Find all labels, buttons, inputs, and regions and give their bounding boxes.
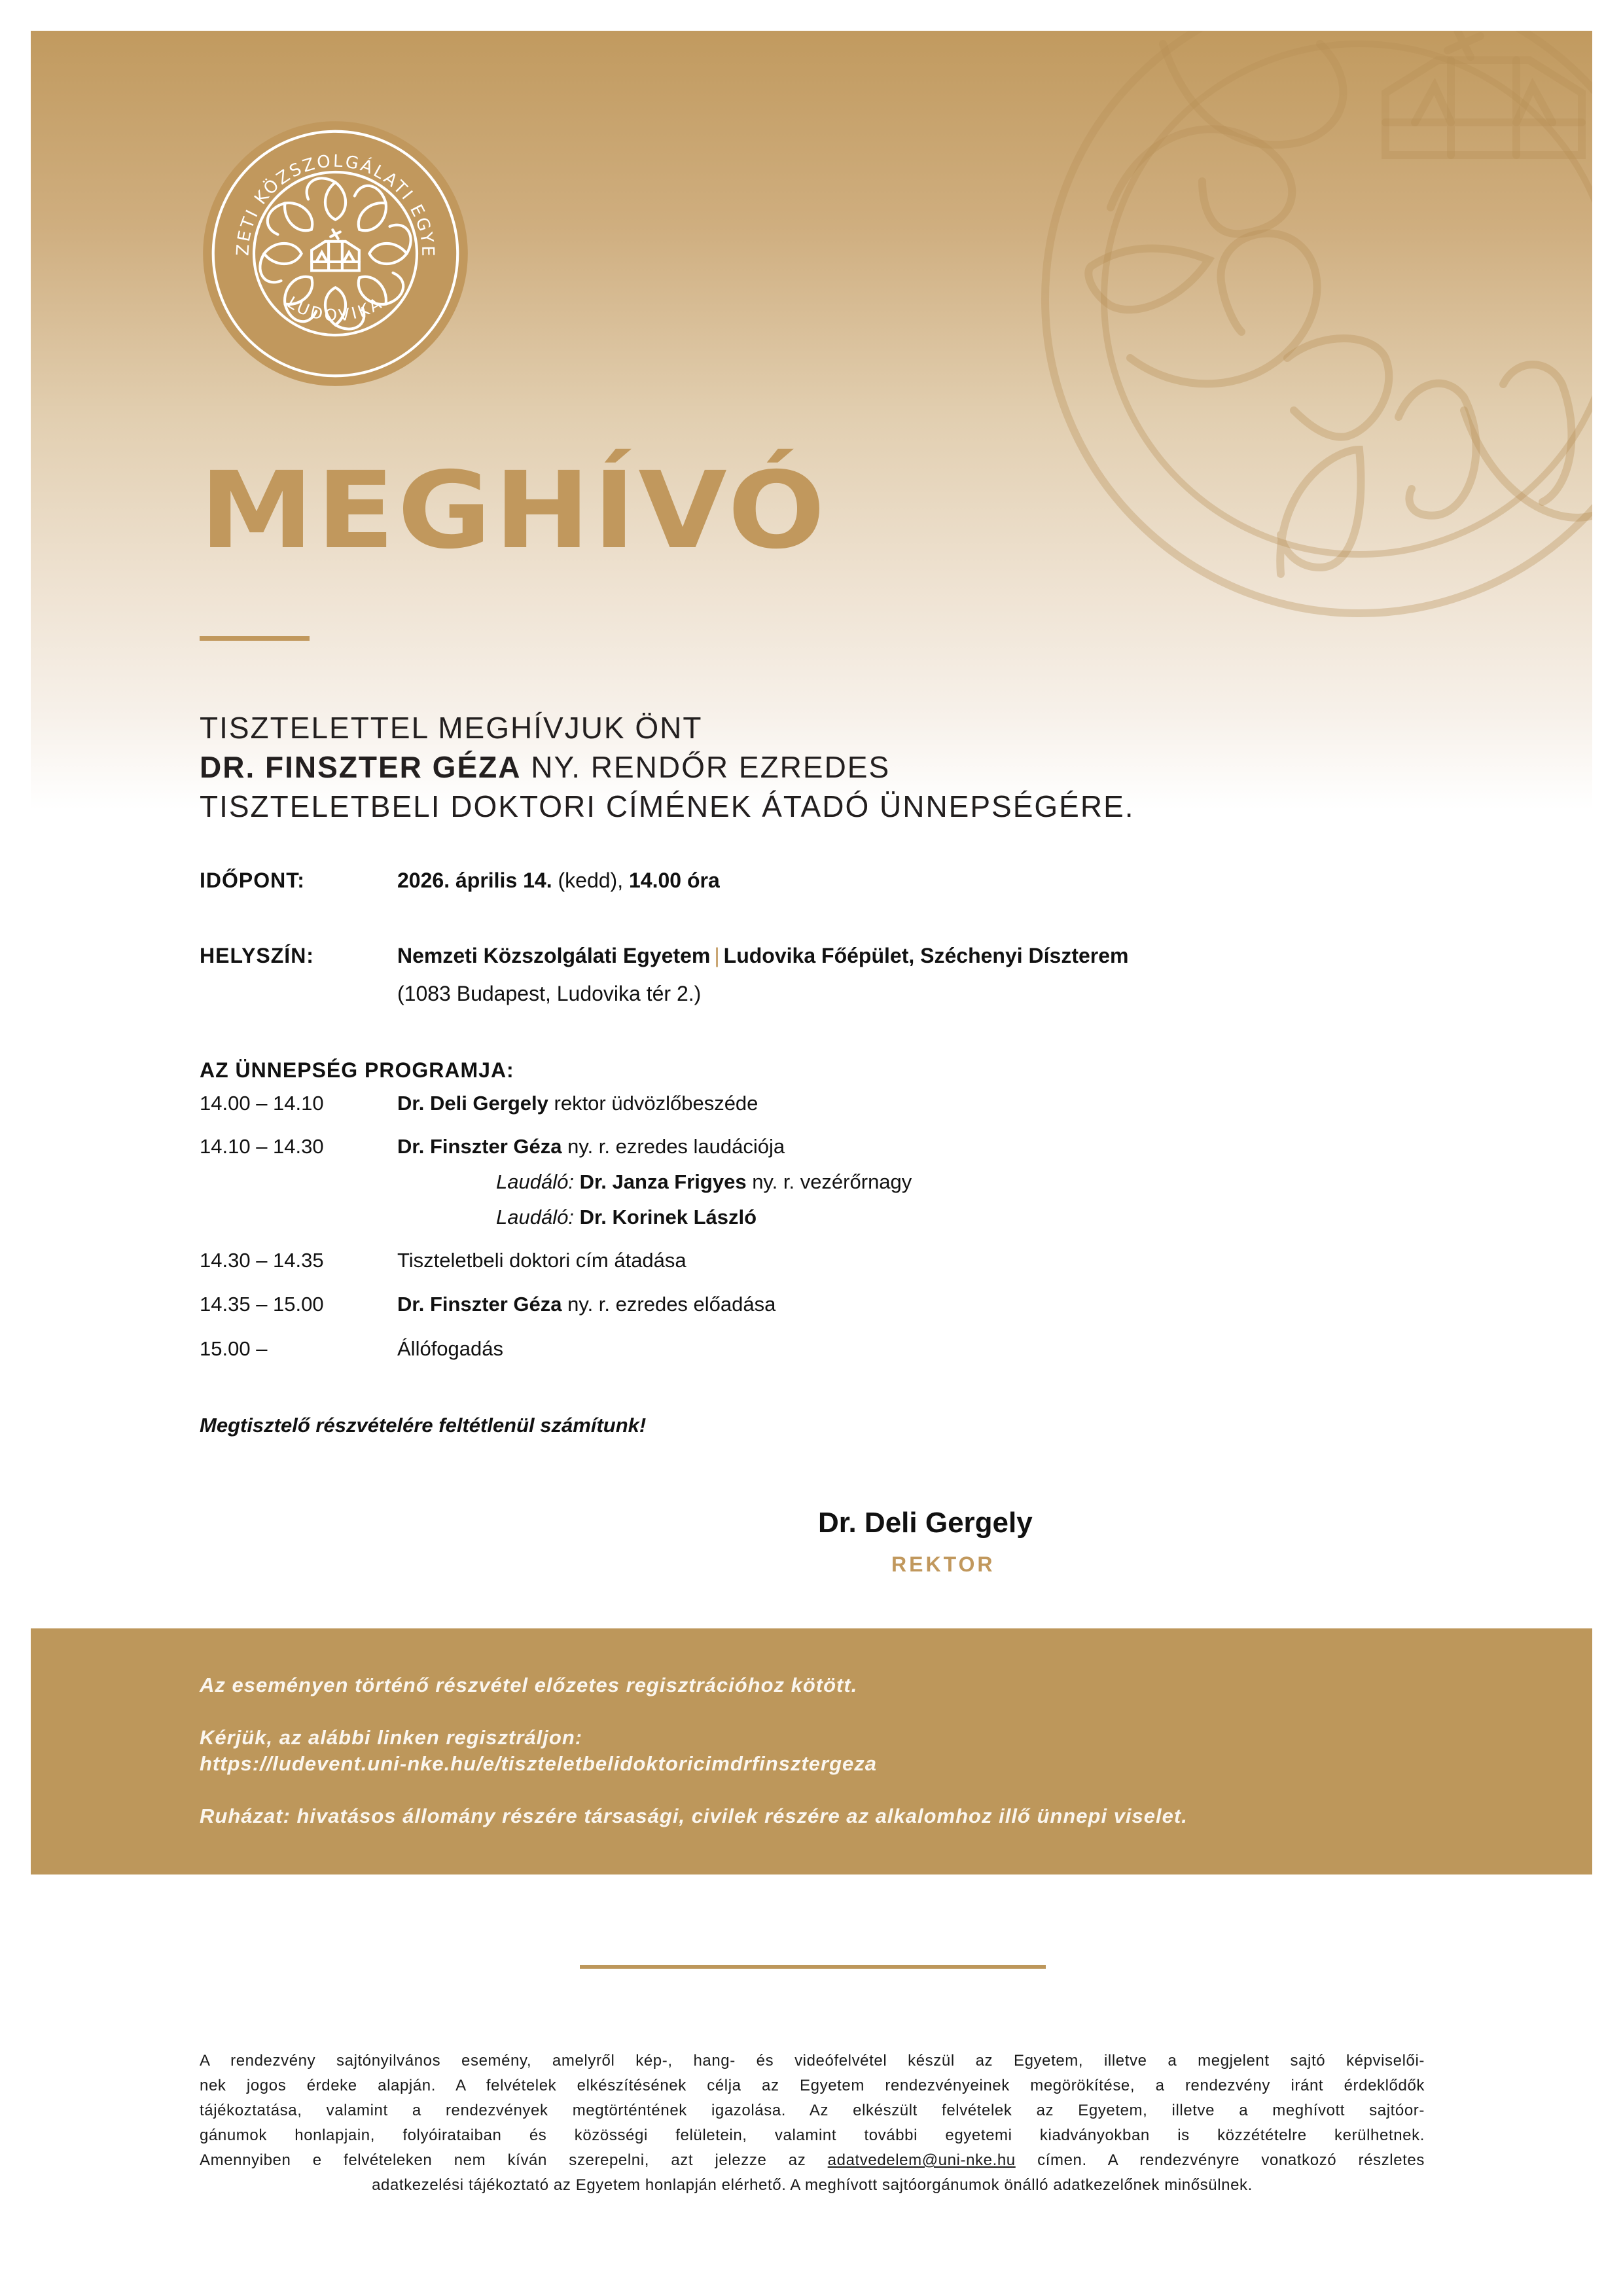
- program-desc: [397, 1135, 785, 1158]
- program-time: 15.00 –: [200, 1337, 268, 1360]
- laudator-name: Dr. Janza Frigyes: [573, 1170, 747, 1193]
- date-label: IDŐPONT:: [200, 869, 305, 892]
- seal-watermark-icon: [993, 31, 1592, 646]
- event-time: 14.00 óra: [623, 869, 720, 892]
- dress-code: Ruházat: hivatásos állomány részére társasági, civilek részére az alkalomhoz illő ünnepi viselet.: [200, 1804, 1188, 1827]
- closing-note: Megtisztelő részvételére feltétlenül számítunk!: [200, 1414, 647, 1437]
- program-activity: rektor üdvözlőbeszéde: [548, 1092, 758, 1115]
- program-activity: ny. r. ezredes előadása: [562, 1293, 776, 1316]
- program-heading: AZ ÜNNEPSÉG PROGRAMJA:: [200, 1058, 514, 1082]
- university-seal-logo: [200, 118, 471, 389]
- legal-line: adatkezelési tájékoztató az Egyetem honlapján elérhető. A meghívott sajtóorgánumok önálló adatkezelőnek minősülnek.: [372, 2176, 1253, 2194]
- page-title: MEGHÍVÓ: [200, 450, 829, 573]
- venue-hall: Ludovika Főépület, Széchenyi Díszterem: [723, 944, 1129, 967]
- legal-line: gánumok honlapjain, folyóirataiban és közösségi felületein, valamint további egyetemi kiadványokban is közzétételre kerülhetnek.: [200, 2126, 1425, 2144]
- laudator-item: [496, 1206, 757, 1229]
- seal-arc-text: ZETI KÖZSZOLGÁLATI EGYE: [233, 151, 438, 259]
- legal-text: címen. A rendezvényre vonatkozó részletes: [1015, 2151, 1425, 2169]
- date-value: [397, 867, 720, 893]
- program-desc: [397, 1249, 687, 1272]
- event-weekday: (kedd),: [552, 869, 624, 892]
- venue-label: HELYSZÍN:: [200, 944, 314, 967]
- signatory-role: REKTOR: [891, 1552, 995, 1576]
- venue-value: [397, 942, 1128, 969]
- honoree-name: DR. FINSZTER GÉZA: [200, 750, 522, 784]
- program-activity: Tiszteletbeli doktori cím átadása: [397, 1249, 687, 1272]
- seal-bottom-text: LUDOVIKA: [283, 293, 387, 325]
- intro-line-2: [200, 747, 1135, 787]
- program-desc: [397, 1092, 758, 1115]
- intro-line-3: TISZTELETBELI DOKTORI CÍMÉNEK ÁTADÓ ÜNNEPSÉGÉRE.: [200, 789, 1135, 823]
- laudator-rank: ny. r. vezérőrnagy: [746, 1170, 912, 1193]
- program-time: 14.10 – 14.30: [200, 1135, 324, 1158]
- title-divider: [200, 636, 310, 641]
- program-speaker: Dr. Finszter Géza: [397, 1293, 562, 1316]
- laudator-label: Laudáló:: [496, 1170, 574, 1193]
- program-activity: Állófogadás: [397, 1337, 504, 1360]
- footer-divider: [580, 1965, 1046, 1969]
- legal-line: [200, 2148, 1425, 2173]
- registration-prompt: Kérjük, az alábbi linken regisztráljon:: [200, 1726, 583, 1749]
- program-activity: ny. r. ezredes laudációja: [562, 1135, 785, 1158]
- honoree-rank: NY. RENDŐR EZREDES: [521, 750, 891, 784]
- legal-line: A rendezvény sajtónyilvános esemény, amelyről kép-, hang- és videófelvétel készül az Egyetem, illetve a megjelent sajtó képviselői-: [200, 2052, 1425, 2070]
- intro-line-1: TISZTELETTEL MEGHÍVJUK ÖNT: [200, 711, 703, 745]
- legal-notice: [200, 2049, 1425, 2198]
- venue-address: (1083 Budapest, Ludovika tér 2.): [397, 982, 702, 1005]
- registration-notice: Az eseményen történő részvétel előzetes regisztrációhoz kötött.: [200, 1674, 858, 1696]
- legal-text: Amennyiben e felvételeken nem kíván szerepelni, azt jelezze az: [200, 2151, 828, 2169]
- privacy-email-link[interactable]: adatvedelem@uni-nke.hu: [827, 2151, 1016, 2169]
- venue-separator: |: [714, 944, 720, 967]
- signatory-name: Dr. Deli Gergely: [818, 1507, 1033, 1539]
- program-desc: [397, 1337, 503, 1361]
- event-date: 2026. április 14.: [397, 869, 552, 892]
- registration-link[interactable]: https://ludevent.uni-nke.hu/e/tiszteletbelidoktoricimdrfinsztergeza: [200, 1752, 878, 1775]
- venue-institution: Nemzeti Közszolgálati Egyetem: [397, 944, 711, 967]
- header-panel: [31, 31, 1592, 810]
- legal-line: tájékoztatása, valamint a rendezvények megtörténtének igazolása. Az elkészült felvételek az Egyetem, illetve a meghívott sajtóor-: [200, 2102, 1425, 2119]
- laudator-item: [496, 1170, 912, 1194]
- laudator-label: Laudáló:: [496, 1206, 574, 1229]
- program-time: 14.30 – 14.35: [200, 1249, 324, 1272]
- program-time: 14.35 – 15.00: [200, 1293, 324, 1316]
- program-speaker: Dr. Finszter Géza: [397, 1135, 562, 1158]
- program-time: 14.00 – 14.10: [200, 1092, 324, 1115]
- registration-band: [31, 1628, 1592, 1874]
- laudator-name: Dr. Korinek László: [573, 1206, 757, 1229]
- program-speaker: Dr. Deli Gergely: [397, 1092, 548, 1115]
- program-desc: [397, 1293, 776, 1316]
- legal-line: nek jogos érdeke alapján. A felvételek elkészítésének célja az Egyetem rendezvényeinek megörökítése, a rendezvény iránt érdeklődők: [200, 2077, 1425, 2094]
- invitation-intro: [200, 708, 1135, 826]
